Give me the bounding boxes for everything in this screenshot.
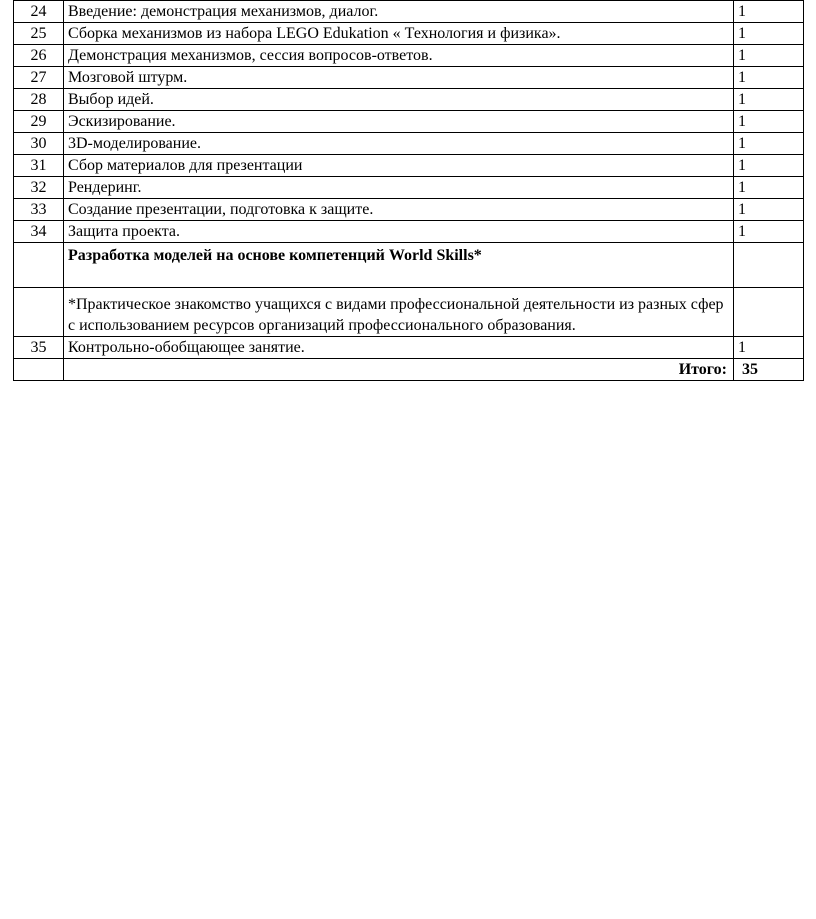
table-row: [14, 23, 804, 45]
total-value: 35: [734, 359, 804, 381]
lesson-hours: 1: [734, 23, 804, 45]
lesson-plan-table: [13, 0, 804, 381]
section-title: Разработка моделей на основе компетенций World Skills*: [64, 243, 734, 288]
lesson-number: 33: [14, 199, 64, 221]
table-row: [14, 199, 804, 221]
lesson-number: 32: [14, 177, 64, 199]
lesson-topic: Мозговой штурм.: [64, 67, 734, 89]
lesson-number: 34: [14, 221, 64, 243]
lesson-number: 24: [14, 1, 64, 23]
note-hours-cell: [734, 288, 804, 337]
lesson-number: 29: [14, 111, 64, 133]
table-row: [14, 221, 804, 243]
lesson-hours: 1: [734, 155, 804, 177]
lesson-hours: 1: [734, 337, 804, 359]
lesson-topic: Сборка механизмов из набора LEGO Edukation « Технология и физика».: [64, 23, 734, 45]
lesson-hours: 1: [734, 177, 804, 199]
lesson-topic: Выбор идей.: [64, 89, 734, 111]
lesson-hours: 1: [734, 67, 804, 89]
lesson-number: 35: [14, 337, 64, 359]
lesson-topic: 3D-моделирование.: [64, 133, 734, 155]
lesson-hours: 1: [734, 133, 804, 155]
section-note-row: [14, 288, 804, 337]
lesson-topic: Введение: демонстрация механизмов, диалог.: [64, 1, 734, 23]
section-heading-row: [14, 243, 804, 288]
table-row: [14, 111, 804, 133]
lesson-topic: Контрольно-обобщающее занятие.: [64, 337, 734, 359]
lesson-hours: 1: [734, 111, 804, 133]
lesson-topic: Эскизирование.: [64, 111, 734, 133]
note-num-cell: [14, 288, 64, 337]
total-label: Итого:: [64, 359, 734, 381]
section-num-cell: [14, 243, 64, 288]
lesson-hours: 1: [734, 1, 804, 23]
table-row: [14, 45, 804, 67]
table-row: [14, 67, 804, 89]
table-row: [14, 1, 804, 23]
section-hours-cell: [734, 243, 804, 288]
total-num-cell: [14, 359, 64, 381]
total-row: [14, 359, 804, 381]
lesson-hours: 1: [734, 199, 804, 221]
table-row-final-lesson: [14, 337, 804, 359]
lesson-number: 30: [14, 133, 64, 155]
lesson-plan-body: [14, 1, 804, 381]
section-note: *Практическое знакомство учащихся с видами профессиональной деятельности из разных сфер с использованием ресурсов организаций профессионального образования.: [64, 288, 734, 337]
lesson-topic: Защита проекта.: [64, 221, 734, 243]
lesson-topic: Сбор материалов для презентации: [64, 155, 734, 177]
lesson-hours: 1: [734, 221, 804, 243]
table-row: [14, 155, 804, 177]
lesson-hours: 1: [734, 45, 804, 67]
lesson-number: 26: [14, 45, 64, 67]
table-row: [14, 177, 804, 199]
lesson-number: 25: [14, 23, 64, 45]
lesson-hours: 1: [734, 89, 804, 111]
table-row: [14, 89, 804, 111]
lesson-topic: Демонстрация механизмов, сессия вопросов-ответов.: [64, 45, 734, 67]
table-row: [14, 133, 804, 155]
lesson-number: 28: [14, 89, 64, 111]
lesson-number: 31: [14, 155, 64, 177]
lesson-topic: Рендеринг.: [64, 177, 734, 199]
lesson-number: 27: [14, 67, 64, 89]
lesson-topic: Создание презентации, подготовка к защите.: [64, 199, 734, 221]
